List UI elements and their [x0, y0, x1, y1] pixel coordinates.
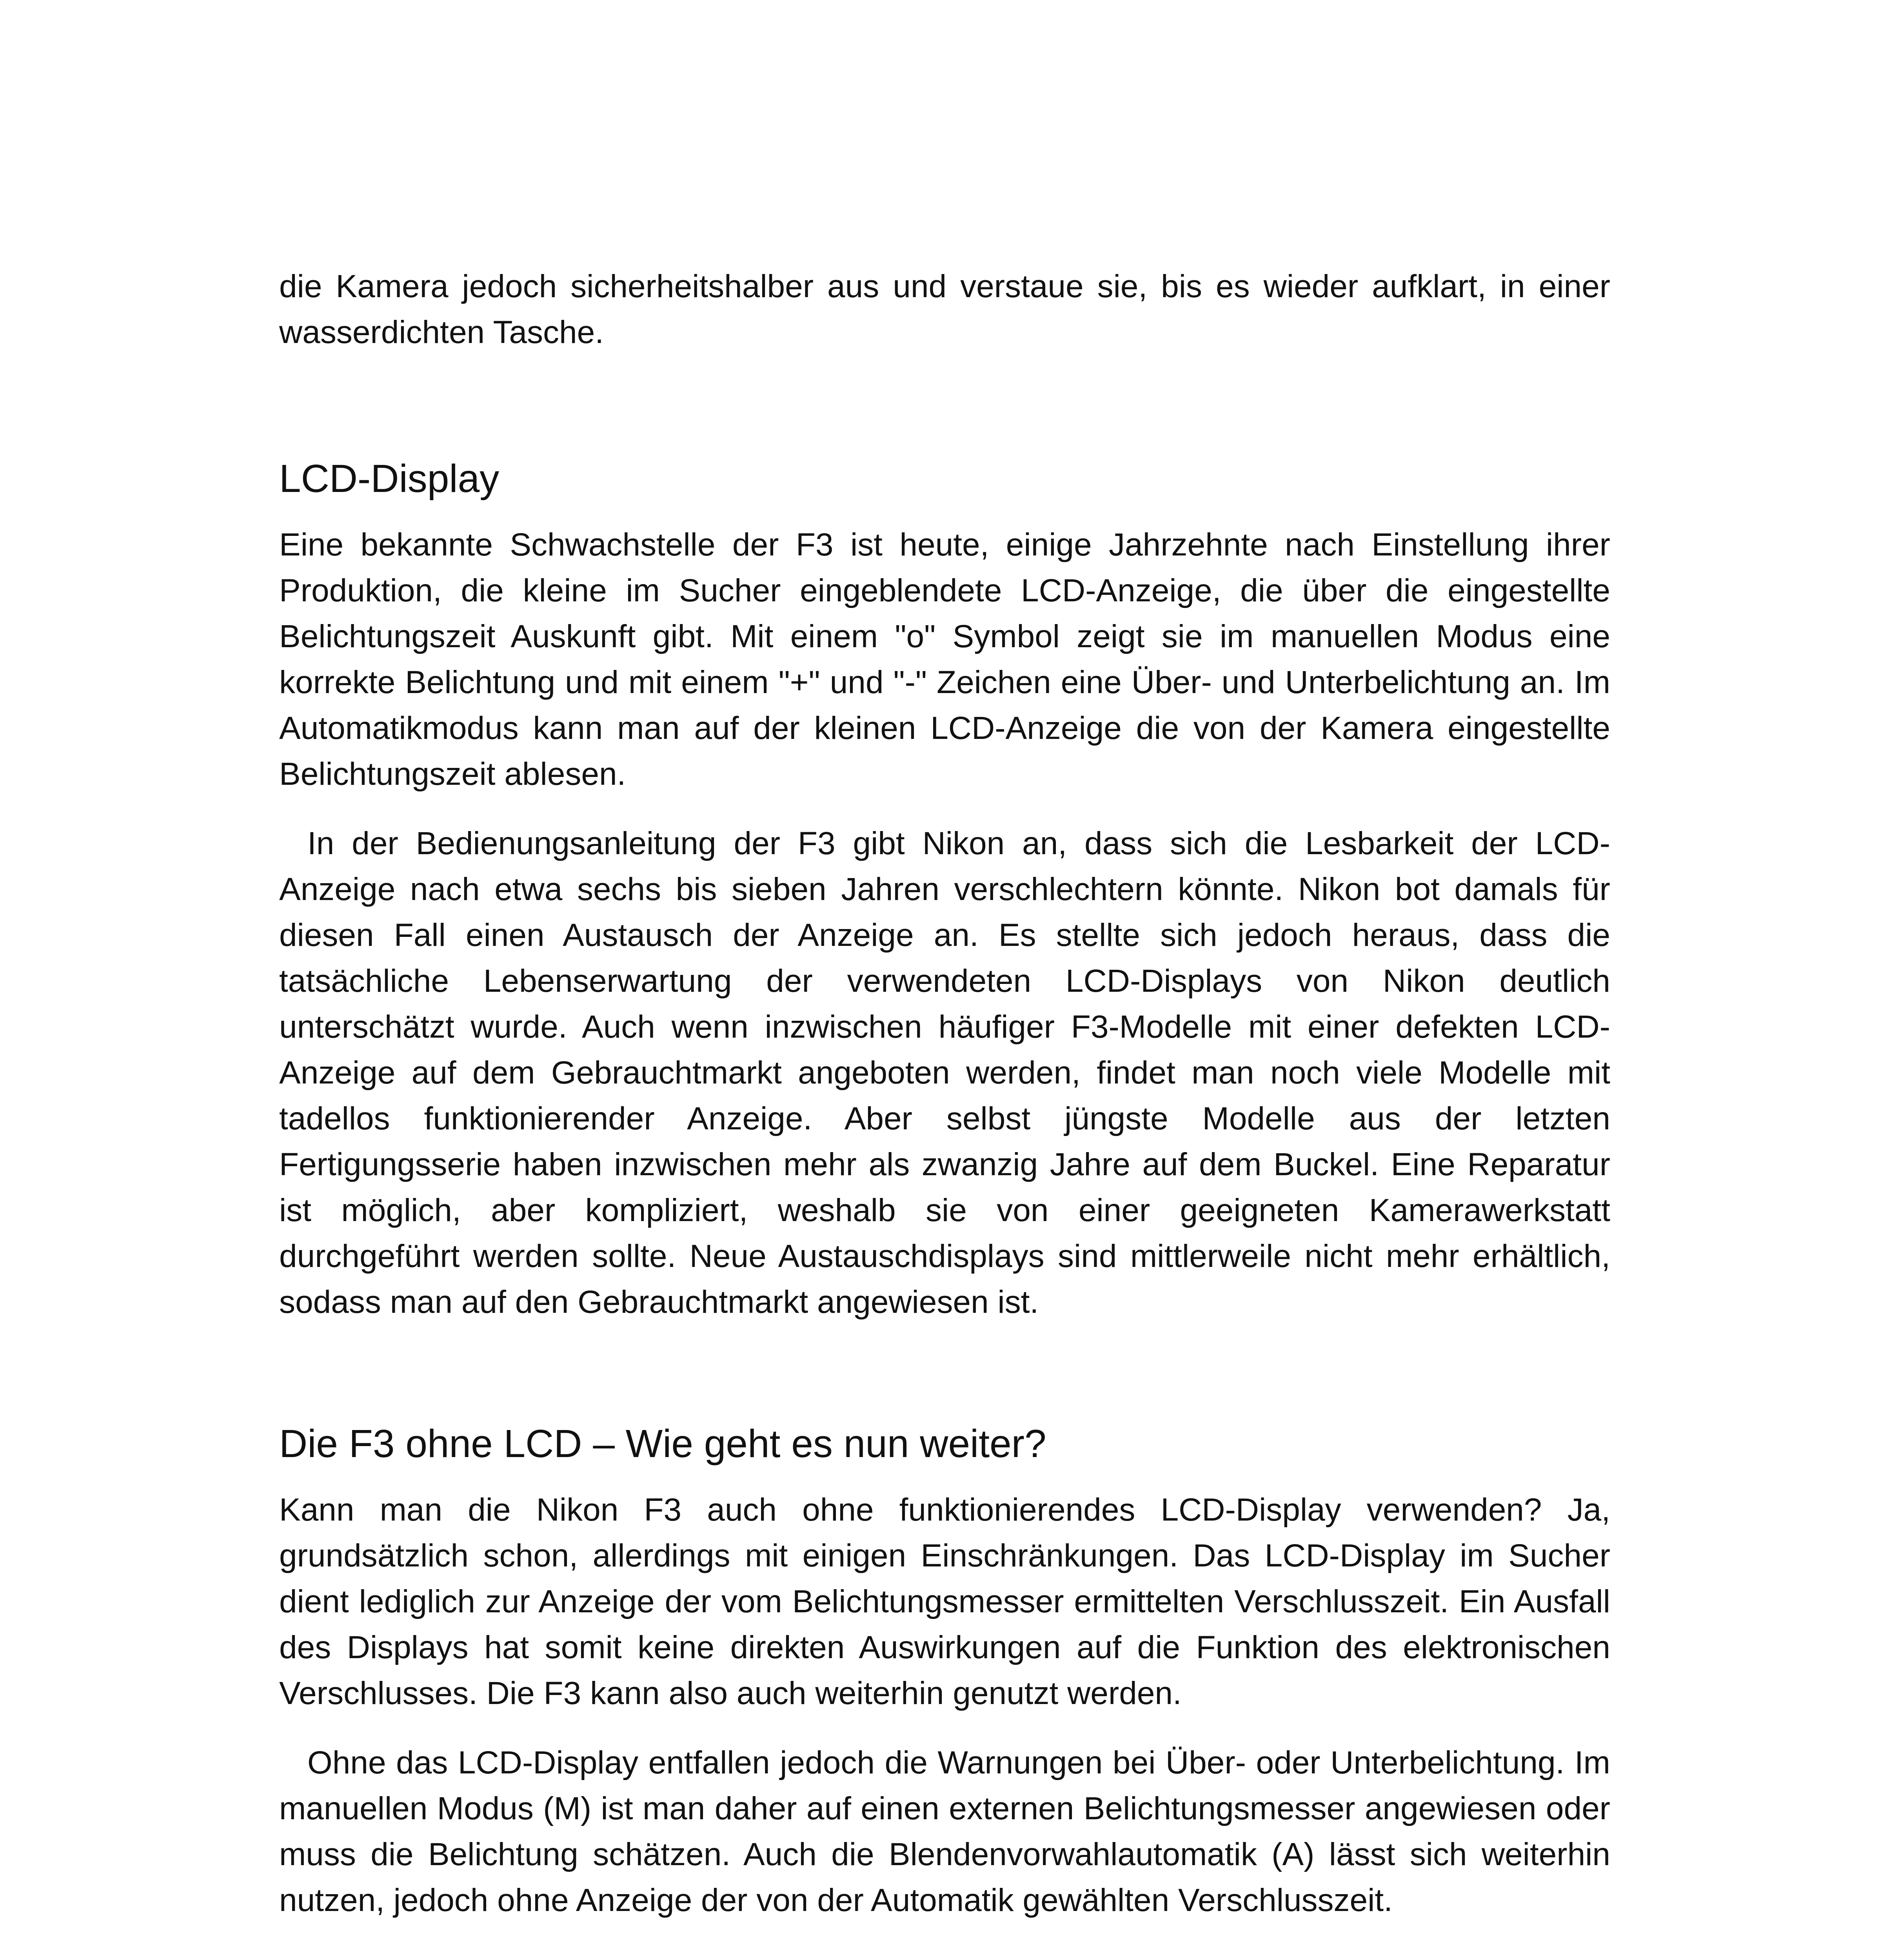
continuation-paragraph: die Kamera jedoch sicherheitshalber aus und verstaue sie, bis es wieder aufklart, in einer wasserdichten Tasche. — [279, 269, 1610, 350]
page-body — [279, 263, 1610, 1923]
section-heading-f3-without-lcd: Die F3 ohne LCD – Wie geht es nun weiter? — [279, 1422, 1046, 1466]
paragraph-lcd-lifespan: In der Bedienungsanleitung der F3 gibt Nikon an, dass sich die Lesbarkeit der LCD-Anzeige nach etwa sechs bis sieben Jahren verschlechtern könnte. Nikon bot damals für diesen Fall einen Austausch der Anzeige an. Es stellte sich jedoch heraus, dass die tatsächliche Lebenserwartung der verwendeten LCD-Displays von Nikon deutlich unterschätzt wurde. Auch wenn inzwischen häufiger F3-Modelle mit einer defekten LCD-Anzeige auf dem Gebrauchtmarkt angeboten werden, findet man noch viele Modelle mit tadellos funktionierender Anzeige. Aber selbst jüngste Modelle aus der letzten Fertigungsserie haben inzwischen mehr als zwanzig Jahre auf dem Buckel. Eine Reparatur ist möglich, aber kompliziert, weshalb sie von einer geeigneten Kamerawerkstatt durchgeführt werden sollte. Neue Austauschdisplays sind mittlerweile nicht mehr erhältlich, sodass man auf den Gebrauchtmarkt angewiesen ist. — [279, 826, 1610, 1320]
paragraph-f3-exposure: Ohne das LCD-Display entfallen jedoch die Warnungen bei Über- oder Unterbelichtung. Im manuellen Modus (M) ist man daher auf einen externen Belichtungsmesser angewiesen oder muss die Belichtung schätzen. Auch die Blendenvorwahlautomatik (A) lässt sich weiterhin nutzen, jedoch ohne Anzeige der von der Automatik gewählten Verschlusszeit. — [279, 1745, 1610, 1918]
section-heading-lcd-display: LCD-Display — [279, 457, 500, 501]
paragraph-lcd-intro: Eine bekannte Schwachstelle der F3 ist heute, einige Jahrzehnte nach Einstellung ihrer Produktion, die kleine im Sucher eingeblendete LCD-Anzeige, die über die eingestellte Belichtungszeit Auskunft gibt. Mit einem "o" Symbol zeigt sie im manuellen Modus eine korrekte Belichtung und mit einem "+" und "-" Zeichen eine Über- und Unterbelichtung an. Im Automatikmodus kann man auf der kleinen LCD-Anzeige die von der Kamera eingestellte Belichtungszeit ablesen. — [279, 527, 1610, 792]
paragraph-f3-usage: Kann man die Nikon F3 auch ohne funktionierendes LCD-Display verwenden? Ja, grundsätzlich schon, allerdings mit einigen Einschränkungen. Das LCD-Display im Sucher dient lediglich zur Anzeige der vom Belichtungsmesser ermittelten Verschlusszeit. Ein Ausfall des Displays hat somit keine direkten Auswirkungen auf die Funktion des elektronischen Verschlusses. Die F3 kann also auch weiterhin genutzt werden. — [279, 1492, 1610, 1711]
